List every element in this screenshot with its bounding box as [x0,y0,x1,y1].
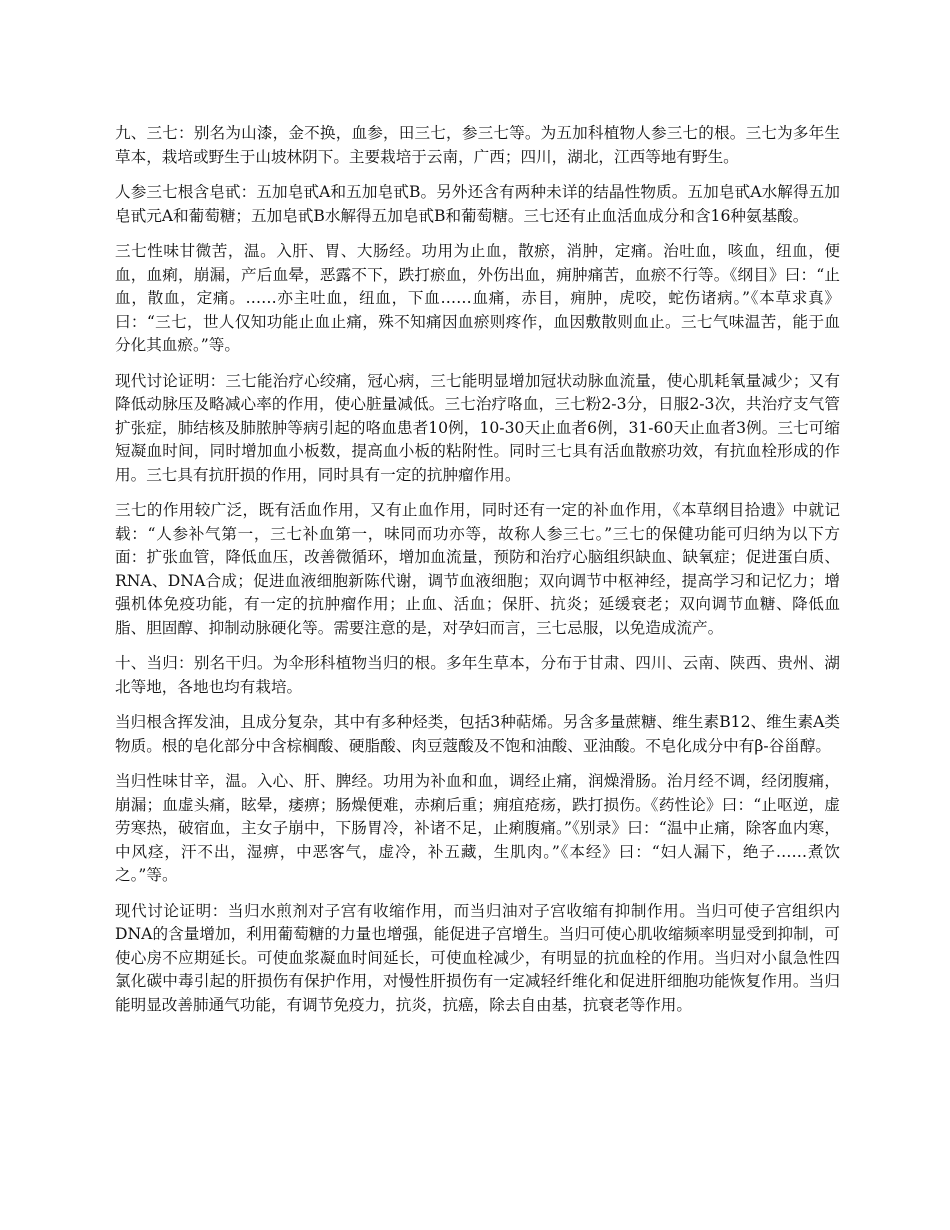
paragraph-danggui-research: 现代讨论证明：当归水煎剂对子宫有收缩作用，而当归油对子宫收缩有抑制作用。当归可使子宫组织内DNA的含量增加，利用葡萄糖的力量也增强，能促进子宫增生。当归可使心肌收缩频率明显受到抑制，可使心房不应期延长。可使血浆凝血时间延长，可使血栓减少，有明显的抗血栓的作用。当归对小鼠急性四氯化碳中毒引起的肝损伤有保护作用，对慢性肝损伤有一定减轻纤维化和促进肝细胞功能恢复作用。当归能明显改善肺通气功能，有调节免疫力，抗炎，抗癌，除去自由基，抗衰老等作用。 [115,901,840,1014]
paragraph-sanqi-health: 三七的作用较广泛，既有活血作用，又有止血作用，同时还有一定的补血作用，《本草纲目拾遗》中就记载：“人参补气第一，三七补血第一，味同而功亦等，故称人参三七。”三七的保健功能可归纳为以下方面：扩张血管，降低血压，改善微循环，增加血流量，预防和治疗心脑组织缺血、缺氧症；促进蛋白质、RNA、DNA合成；促进血液细胞新陈代谢，调节血液细胞；双向调节中枢神经，提高学习和记忆力；增强机体免疫功能，有一定的抗肿瘤作用；止血、活血；保肝、抗炎；延缓衰老；双向调节血糖、降低血脂、胆固醇、抑制动脉硬化等。需要注意的是，对孕妇而言，三七忌服，以免造成流产。 [115,501,840,637]
paragraph-sanqi-properties: 三七性味甘微苦，温。入肝、胃、大肠经。功用为止血，散瘀，消肿，定痛。治吐血，咳血，纽血，便血，血痢，崩漏，产后血晕，恶露不下，跌打瘀血，外伤出血，痈肿痛苦，血瘀不行等。《纲目》曰：“止血，散血，定痛。……亦主吐血，纽血，下血……血痛，赤目，痈肿，虎咬，蛇伤诸病。”《本草求真》曰：“三七，世人仅知功能止血止痛，殊不知痛因血瘀则疼作，血因敷散则血止。三七气味温苦，能于血分化其血瘀。”等。 [115,242,840,354]
document-body [115,122,840,1029]
paragraph-sanqi-intro: 九、三七：别名为山漆，金不换，血参，田三七，参三七等。为五加科植物人参三七的根。三七为多年生草本，栽培或野生于山坡林阴下。主要栽培于云南，广西；四川，湖北，江西等地有野生。 [115,124,840,166]
paragraph-sanqi-composition: 人参三七根含皂甙：五加皂甙A和五加皂甙B。另外还含有两种未详的结晶性物质。五加皂甙A水解得五加皂甙元A和葡萄糖；五加皂甙B水解得五加皂甙B和葡萄糖。三七还有止血活血成分和含16种氨基酸。 [115,183,840,225]
paragraph-danggui-intro: 十、当归：别名干归。为伞形科植物当归的根。多年生草本，分布于甘肃、四川、云南、陕西、贵州、湖北等地，各地也均有栽培。 [115,654,840,696]
paragraph-sanqi-research: 现代讨论证明：三七能治疗心绞痛，冠心病，三七能明显增加冠状动脉血流量，使心肌耗氧量减少；又有降低动脉压及略减心率的作用，使心脏量减低。三七治疗咯血，三七粉2-3分，日服2-3次，共治疗支气管扩张症，肺结核及肺脓肿等病引起的咯血患者10例，10-30天止血者6例，31-60天止血者3例。三七可缩短凝血时间，同时增加血小板数，提高血小板的粘附性。同时三七具有活血散瘀功效，有抗血栓形成的作用。三七具有抗肝损的作用，同时具有一定的抗肿瘤作用。 [115,371,840,484]
paragraph-danggui-properties: 当归性味甘辛，温。入心、肝、脾经。功用为补血和血，调经止痛，润燥滑肠。治月经不调，经闭腹痛，崩漏；血虚头痛，眩晕，痿痹；肠燥便难，赤痢后重；痈疽疮疡，跌打损伤。《药性论》曰：“止呕逆，虚劳寒热，破宿血，主女子崩中，下肠胃冷，补诸不足，止痢腹痛。”《别录》曰：“温中止痛，除客血内寒，中风痉，汗不出，湿痹，中恶客气，虚冷，补五藏，生肌肉。”《本经》曰：“妇人漏下，绝子……煮饮之。”等。 [115,772,840,884]
paragraph-danggui-composition: 当归根含挥发油，且成分复杂，其中有多种烃类，包括3种萜烯。另含多量蔗糖、维生素B12、维生素A类物质。根的皂化部分中含棕榈酸、硬脂酸、肉豆蔻酸及不饱和油酸、亚油酸。不皂化成分中有β-谷甾醇。 [115,713,840,755]
